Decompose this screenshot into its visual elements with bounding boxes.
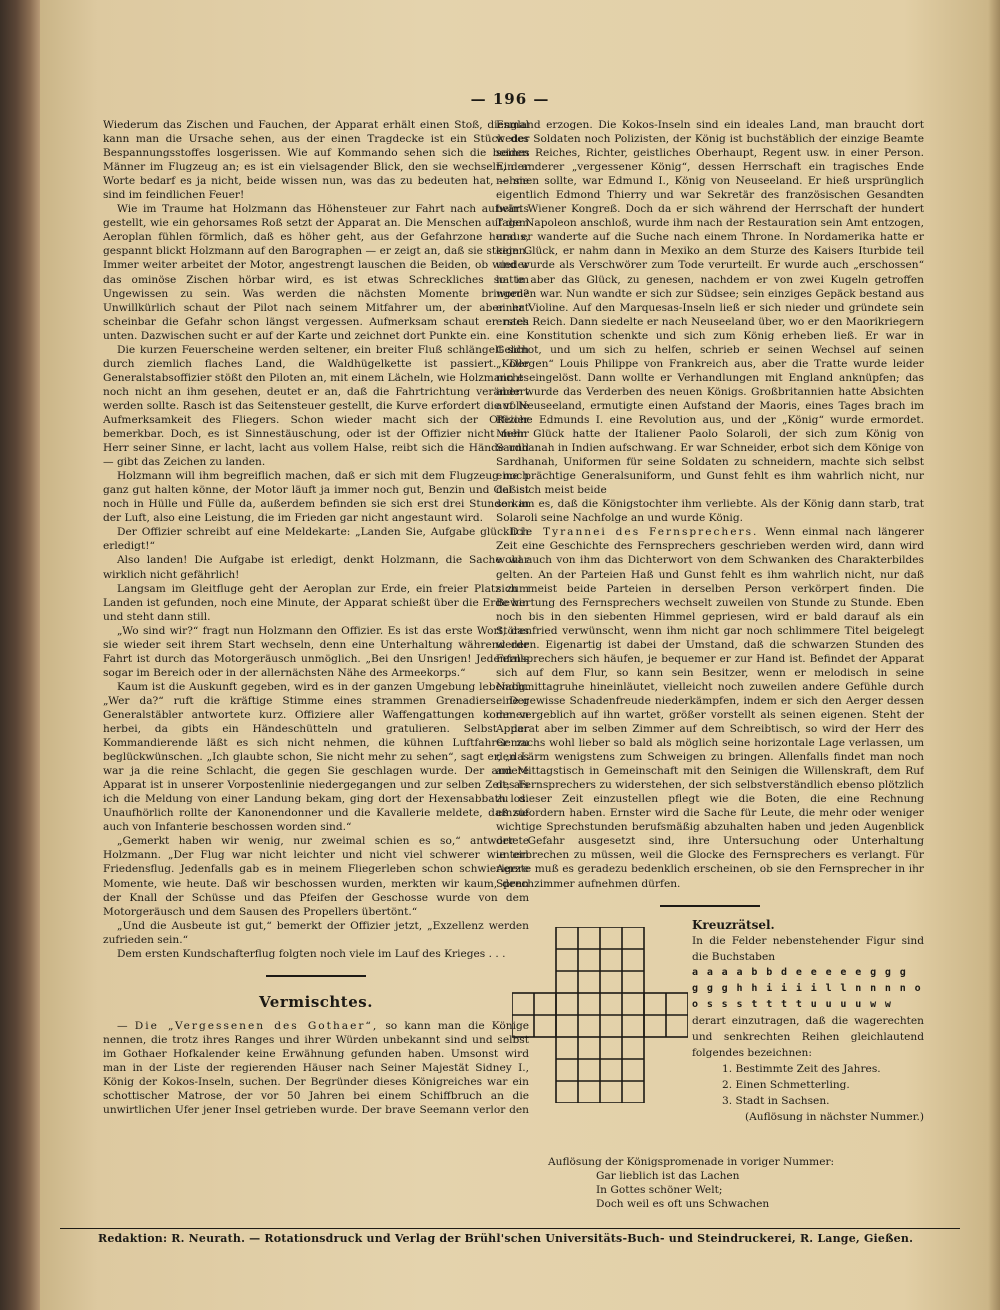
story-paragraph: Die kurzen Feuerscheine werden seltener, ein breiter Fluß schlängelt sich durch ziemlich flaches Land, die Waldhügelkette ist passiert. Der Generalstabsoffizier stößt den Piloten an, mit einem Lächeln, wie Holzmann es noch nicht an ihm gesehen, deutet er an, daß die Fahrtrichtung verändert werden sollte. Rasch ist das Seitensteuer gestellt, die Kurve erfordert die volle Aufmerksamkeit des Fliegers. Schon wieder macht sich der Offizier bemerkbar. Doch, es ist Sinnestäuschung, oder ist der Offizier nicht mehr Herr seiner Sinne, er lacht, lacht aus vollem Halse, reibt sich die Hände und — gibt das Zeichen zu landen. xyxy=(103,343,529,469)
story-paragraph: Holzmann will ihm begreiflich machen, daß er sich mit dem Flugzeug noch ganz gut halten könne, der Motor läuft ja immer noch gut, Benzin und Oel ist noch in Hülle und Fülle da, außerdem befinden sie sich erst drei Stunden in der Luft, also eine Leistung, die im Frieden gar nicht angestaunt wird. xyxy=(103,470,529,525)
solution-title: Auflösung der Königspromenade in voriger Nummer: xyxy=(548,1155,835,1168)
puzzle-clue: 3. Stadt in Sachsen. xyxy=(722,1094,830,1107)
puzzle-divider xyxy=(660,905,760,907)
verse-line: In Gottes schöner Welt; xyxy=(596,1183,723,1196)
puzzle-clue: 2. Einen Schmetterling. xyxy=(722,1078,850,1091)
puzzle-note: (Auflösung in nächster Nummer.) xyxy=(744,1110,924,1123)
story-paragraph: „Gemerkt haben wir wenig, nur zweimal schien es so,“ antwortete Holzmann. „Der Flug war nicht leichter und nicht viel schwerer wie ein Friedensflug. Jedenfalls gab es in meinem Fliegerleben schon schwierigere Momente, wie heute. Daß wir beschossen wurden, merkten wir kaum, denn der Knall der Schüsse und das Pfeifen der Geschosse wurde von dem Motorgeräusch und dem Sausen des Propellers übertönt.“ xyxy=(103,835,529,918)
story-paragraph: Kaum ist die Auskunft gegeben, wird es in der ganzen Umgebung lebendig. „Wer da?“ ruft die kräftige Stimme eines strammen Grenadiers. Der Generalstäbler antwortete kurz. Offiziere aller Waffengattungen kommen herbei, da gibts ein Händeschütteln und gratulieren. Selbst der Kommandierende läßt es sich nicht nehmen, die kühnen Luftfahrer zu beglückwünschen. „Ich glaubte schon, Sie nicht mehr zu sehen“, sagt er, „das war ja die reine Schlacht, die gegen Sie geschlagen wurde. Der andere Apparat ist in unserer Vorpostenlinie niedergegangen und zur selben Zeit, als ich die Meldung von einer Landung bekam, ging dort der Hexensabbath los. Unaufhörlich rollte der Kanonendonner und die Kavallerie meldete, daß sie auch von Infanterie beschossen worden sind.“ xyxy=(103,680,529,834)
book-binding xyxy=(0,0,40,1310)
story-paragraph: Der Offizier schreibt auf eine Meldekarte: „Landen Sie, Aufgabe glücklich erledigt!“ xyxy=(103,526,529,553)
misc-continued: England erzogen. Die Kokos-Inseln sind ein ideales Land, man braucht dort weder Soldaten noch Polizisten, der König ist buchstäblich der einzige Beamte seines Reiches, Richter, geistliches Oberhaupt, Regent usw. in einer Person. Ein anderer „vergessener König“, dessen Herrschaft ein tragisches Ende nehmen sollte, war Edmund I., König von Neuseeland. Er hieß ursprünglich eigentlich Edmond Thierry und war Sekretär des französischen Gesandten beim Wiener Kongreß. Doch da er sich während der Herrschaft der hundert Tage Napoleon anschloß, wurde ihm nach der Restauration sein Amt entzogen, und er wanderte auf die Suche nach einem Throne. In Nordamerika hatte er kein Glück, er nahm dann in Mexiko an dem Sturze des Kaisers Iturbide teil und wurde als Verschwörer zum Tode verurteilt. Er wurde auch „erschossen“ hatte aber das Glück, zu genesen, nachdem er von zwei Kugeln getroffen worden war. Nun wandte er sich zur Südsee; sein einziges Gepäck bestand aus einer Violine. Auf den Marquesas-Inseln ließ er sich nieder und gründete sein erstes Reich. Dann siedelte er nach Neuseeland über, wo er den Maorikriegern eine Konstitution schenkte und sich zum König erheben ließ. Er war in Geldnot, und um sich zu helfen, schrieb er seinen Wechsel auf seinen „Kollegen“ Louis Philippe von Frankreich aus, aber die Tratte wurde leider nicht eingelöst. Dann wollte er Verhandlungen mit England anknüpfen; das aber wurde das Verderben des neuen Königs. Großbritannien hatte Absichten auf Neuseeland, ermutigte einen Aufstand der Maoris, eines Tages brach im Reiche Edmunds I. eine Revolution aus, und der „König“ wurde ermordet. Mehr Glück hatte der Italiener Paolo Solaroli, der sich zum König von Sardhanah in Indien aufschwang. Er war Schneider, erbot sich dem Könige von Sardhanah, Uniformen für seine Soldaten zu schneidern, machte sich selbst eine prächtige Generalsuniform, und Gunst fehlt es ihm wahrlich nicht, nur daß sich meist beide xyxy=(496,119,924,497)
puzzle-letters: o s s s t t t t u u u u w w xyxy=(692,998,893,1010)
footer-rule xyxy=(60,1228,960,1229)
misc-continued-end: so kam es, daß die Königstochter ihm verliebte. Als der König dann starb, trat Solaroli seine Nachfolge an und wurde König. xyxy=(496,498,924,525)
story-paragraph: „Und die Ausbeute ist gut,“ bemerkt der Offizier jetzt, „Exzellenz werden zufrieden sein.“ xyxy=(103,919,529,946)
puzzle-outro: derart einzutragen, daß die wagerechten und senkrechten Reihen gleichlautend folgendes bezeichnen: xyxy=(692,1014,924,1059)
right-column xyxy=(496,118,924,1208)
left-column xyxy=(103,118,529,1118)
story-paragraph: Wiederum das Zischen und Fauchen, der Apparat erhält einen Stoß, diesmal kann man die Ursache sehen, aus der einen Tragdecke ist ein Stück des Bespannungsstoffes losgerissen. Wie auf Kommando sehen sich die beiden Männer im Flugzeug an; es ist ein vielsagender Blick, den sie wechseln, der Worte bedarf es ja nicht, beide wissen nun, was das zu bedeuten hat, — sie sind im feindlichen Feuer! xyxy=(103,119,529,202)
story-paragraph: Also landen! Die Aufgabe ist erledigt, denkt Holzmann, die Sache war wirklich nicht gefährlich! xyxy=(103,554,529,581)
crossword-grid xyxy=(512,927,688,1103)
puzzle-title: Kreuzrätsel. xyxy=(692,917,775,932)
puzzle-solution xyxy=(496,1155,924,1208)
story-paragraph: Dem ersten Kundschafterflug folgten noch viele im Lauf des Krieges . . . xyxy=(117,947,506,960)
puzzle-clue: 1. Bestimmte Zeit des Jahres. xyxy=(722,1062,881,1075)
verse-line: Gar lieblich ist das Lachen xyxy=(596,1169,740,1182)
phone-text: Wenn einmal nach längerer Zeit eine Geschichte des Fernsprechers geschrieben werden wird, dann wird wohl auch von ihm das Dichterwort von dem Schwanken des Charakterbildes gelten. An der Parteien Haß und Gunst fehlt es ihm wahrlich nicht, nur daß sich meist beide Parteien in derselben Person verkörpert finden. Die Bewertung des Fernsprechers wechselt zuweilen von Stunde zu Stunde. Eben noch bis in den siebenten Himmel gepriesen, wird er bald darauf als ein Störenfried verwünscht, wenn ihm nicht gar noch schlimmere Titel beigelegt werden. Eigenartig ist dabei der Umstand, daß die schwarzen Stunden des Fernsprechers sich häufen, je bequemer er zur Hand ist. Befindet der Apparat sich auf dem Flur, so kann sein Besitzer, wenn er melodisch in seine Nachmittagruhe hineinläutet, vielleicht noch zuweilen andere Gefühle durch eine gewisse Schadenfreude niederkämpfen, indem er sich den Aerger dessen der vergeblich auf ihn wartet, größer vorstellt als seinen eigenen. Steht der Apparat aber im selben Zimmer auf dem Schreibtisch, so wird der Herr des Gemachs wohl lieber so bald als möglich seine horizontale Lage verlassen, um den Lärm wenigstens zum Schweigen zu bringen. Allenfalls findet man noch am Mittagstisch in Gemeinschaft mit den Seinigen die Willenskraft, dem Ruf des Fernsprechers zu widerstehen, der sich selbstverständlich ebenso plötzlich zu dieser Zeit einzustellen pflegt wie die Boten, die eine Rechnung einzufordern haben. Ernster wird die Sache für Leute, die mehr oder weniger wichtige Sprechstunden berufsmäßig abzuhalten haben und jeden Augenblick der Gefahr ausgesetzt sind, ihre Untersuchung oder Unterhaltung unterbrechen zu müssen, weil die Glocke des Fernsprechers es verlangt. Für Aerzte muß es geradezu bedenklich erscheinen, ob sie den Fernsprecher in ihr Sprechzimmer aufnehmen dürfen. xyxy=(496,526,924,890)
page-edge-shadow xyxy=(988,0,1000,1310)
puzzle-letters: a a a a b b d e e e e e g g g xyxy=(692,966,908,978)
phone-lead: Die Tyrannei des Fernsprechers. xyxy=(510,526,759,539)
section-divider xyxy=(266,975,366,977)
story-paragraph: Wie im Traume hat Holzmann das Höhensteuer zur Fahrt nach aufwärts gestellt, wie ein gehorsames Roß setzt der Apparat an. Die Menschen auf dem Aeroplan fühlen förmlich, daß es höher geht, aus der Gefahrzone heraus, gespannt blickt Holzmann auf den Barographen — er zeigt an, daß sie steigen. Immer weiter arbeitet der Motor, angestrengt lauschen die Beiden, ob wieder das ominöse Zischen hörbar wird, es ist etwas Schreckliches so im Ungewissen zu sein. Was werden die nächsten Momente bringen? Unwillkürlich schaut der Pilot nach seinem Mitfahrer um, der aber hat scheinbar die Gefahr schon längst vergessen. Aufmerksam schaut er nach unten. Dazwischen sucht er auf der Karte und zeichnet dort Punkte ein. xyxy=(103,203,529,342)
puzzle-instructions xyxy=(692,917,924,1125)
grid-lines xyxy=(512,927,688,1103)
misc-text: so kann man die Könige nennen, die trotz ihres Ranges und ihrer Würden unbekannt sind und selbst im Gothaer Hofkalender keine Erwähnung gefunden haben. Umsonst wird man in der Liste der regierenden Häuser nach Seiner Majestät Sidney I., König der Kokos-Inseln, suchen. Der Begründer dieses Königreiches war ein schottischer Matrose, der vor 50 Jahren bei einem Schiffbruch an die unwirtlichen Ufer jener Insel getrieben wurde. Der brave Seemann verlor den xyxy=(103,1019,529,1117)
misc-lead: Die „Vergessenen des Gothaer“, xyxy=(134,1019,379,1032)
crossword-puzzle xyxy=(496,917,924,1143)
story-paragraph: Langsam im Gleitfluge geht der Aeroplan zur Erde, ein freier Platz zum Landen ist gefunden, noch eine Minute, der Apparat schießt über die Erde hin und steht dann still. xyxy=(103,582,529,623)
verse-line: Doch weil es oft uns Schwachen xyxy=(596,1197,770,1208)
section-heading: Vermischtes. xyxy=(259,992,373,1011)
puzzle-intro: In die Felder nebenstehender Figur sind die Buchstaben xyxy=(692,934,924,963)
misc-paragraph: — Die „Vergessenen des Gothaer“, so kann man die Könige nennen, die trotz ihres Ranges und ihrer Würden unbekannt sind und selbst im Gothaer Hofkalender keine Erwähnung gefunden haben. Umsonst wird man in der Liste der regierenden Häuser nach Seiner Majestät Sidney I., König der Kokos-Inseln, suchen. Der Begründer dieses Königreiches war ein schottischer Matrose, der vor 50 Jahren bei einem Schiffbruch an die unwirtlichen Ufer jener Insel getrieben wurde. Der brave Seemann verlor den xyxy=(103,1019,529,1118)
imprint-footer: Redaktion: R. Neurath. — Rotationsdruck und Verlag der Brühl'schen Universitäts-Buch- und Steindruckerei, R. Lange, Gießen. xyxy=(98,1232,914,1245)
page-number: — 196 — xyxy=(470,90,550,108)
story-paragraph: „Wo sind wir?“ fragt nun Holzmann den Offizier. Es ist das erste Wort, das sie wieder seit ihrem Start wechseln, denn eine Unterhaltung während der Fahrt ist durch das Motorgeräusch unmöglich. „Bei den Unsrigen! Jedenfalls sogar im Bereich oder in der allernächsten Nähe des Armeekorps.“ xyxy=(103,624,529,679)
puzzle-letters: g g g h h i i i i l l n n n n o xyxy=(692,982,923,994)
phone-paragraph xyxy=(496,525,924,890)
